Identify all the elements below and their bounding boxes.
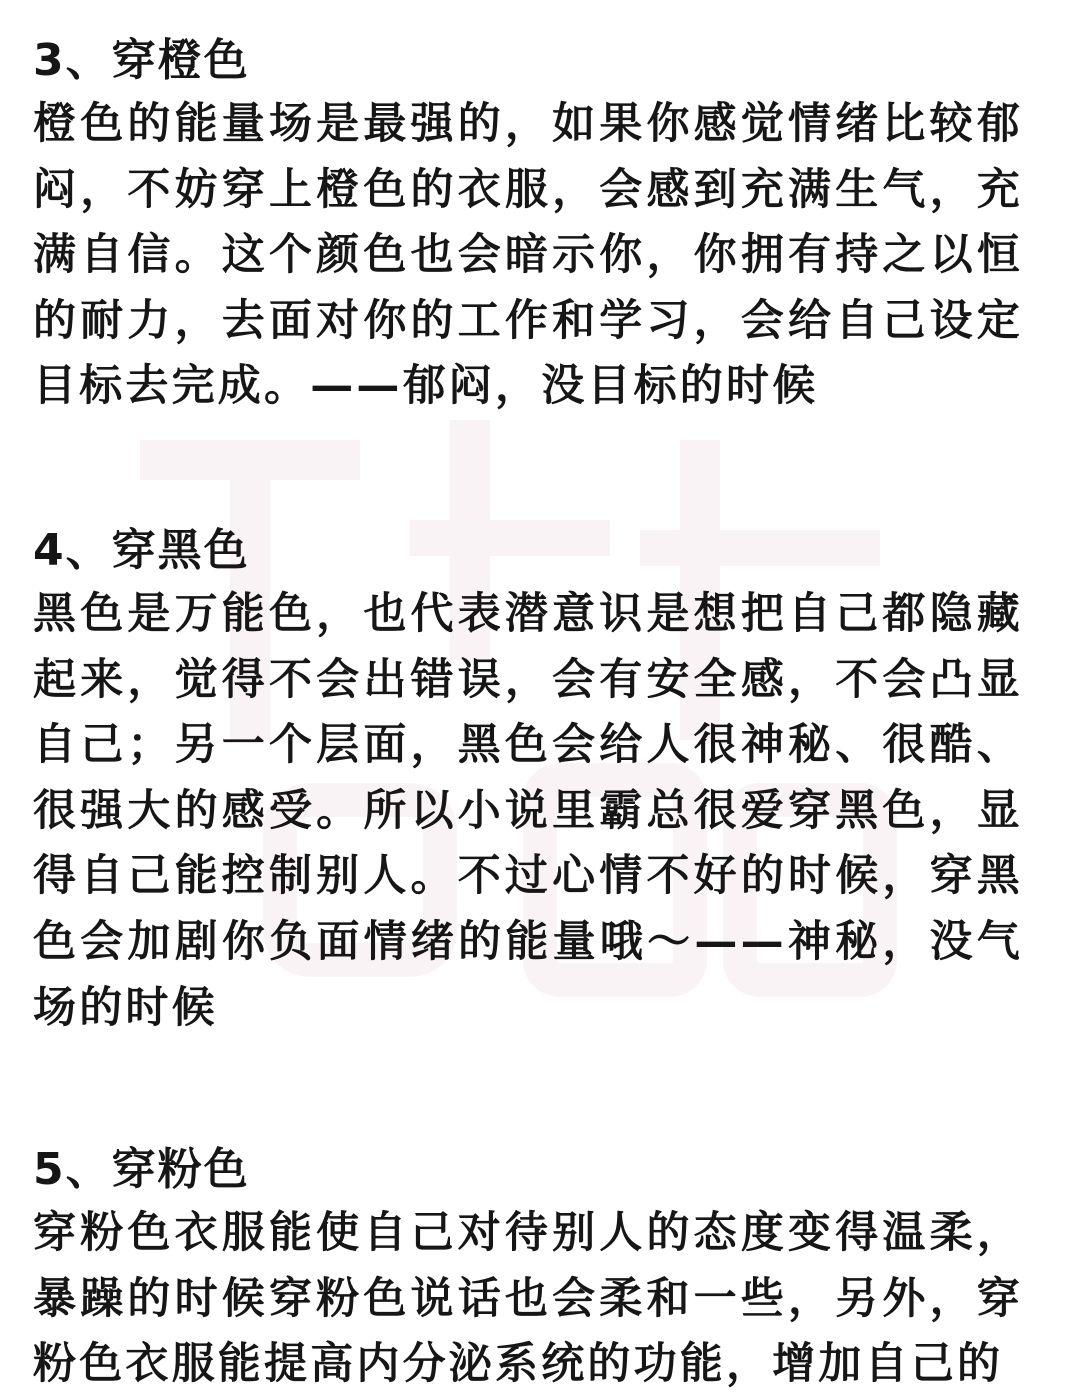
section-body: 橙色的能量场是最强的，如果你感觉情绪比较郁闷，不妨穿上橙色的衣服，会感到充满生气，充满自信。这个颜色也会暗示你，你拥有持之以恒的耐力，去面对你的工作和学习，会给自己设定目标去完成。——郁闷，没目标的时候	[33, 99, 1023, 412]
section-title: 4、穿黑色	[33, 524, 250, 576]
section-title: 5、穿粉色	[33, 1144, 250, 1196]
section-body: 黑色是万能色，也代表潜意识是想把自己都隐藏起来，觉得不会出错误，会有安全感，不会凸显自己；另一个层面，黑色会给人很神秘、很酷、很强大的感受。所以小说里霸总很爱穿黑色，显得自己能控制别人。不过心情不好的时候，穿黑色会加剧你负面情绪的能量哦～——神秘，没气场的时候	[33, 588, 1023, 1033]
section-spacer	[33, 420, 1023, 520]
section-spacer	[33, 1041, 1023, 1139]
section-black	[33, 520, 1023, 1041]
section-title: 3、穿橙色	[33, 35, 250, 86]
section-orange	[33, 30, 1023, 420]
section-body: 穿粉色衣服能使自己对待别人的态度变得温柔，暴躁的时候穿粉色说话也会柔和一些，另外，穿粉色衣服能提高内分泌系统的功能，增加自己的	[33, 1208, 1023, 1390]
article-content	[33, 30, 1023, 1398]
section-pink	[33, 1139, 1023, 1398]
